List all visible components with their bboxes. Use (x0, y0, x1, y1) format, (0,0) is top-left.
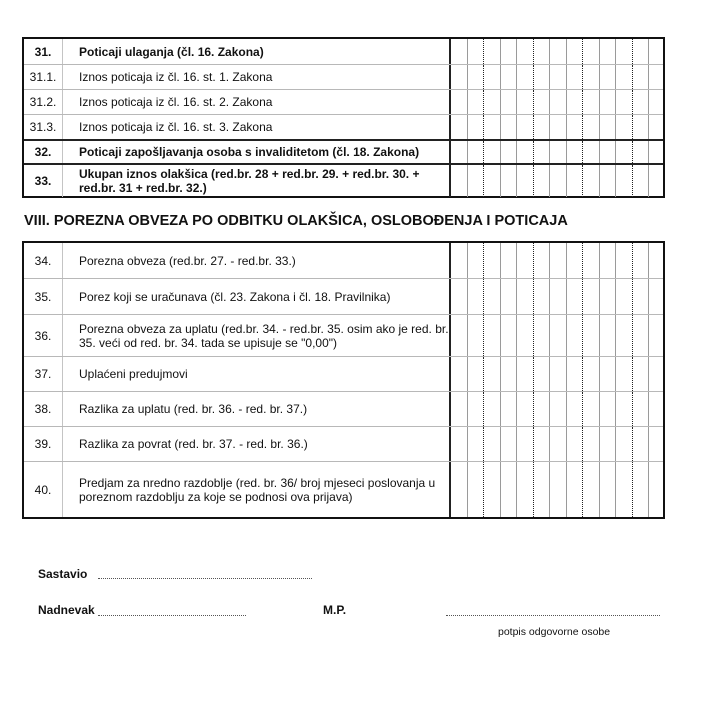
digit-cell-line (467, 39, 468, 64)
thousands-separator-line (632, 115, 633, 139)
table-row (24, 139, 663, 163)
digit-cell-line (599, 462, 600, 517)
thousands-separator-line (533, 392, 534, 426)
row-number: 32. (34, 145, 52, 159)
row-number: 31.2. (29, 95, 57, 109)
sastavio-field[interactable] (98, 578, 312, 579)
row-description: Iznos poticaja iz čl. 16. st. 3. Zakona (62, 115, 451, 139)
digit-cell-line (467, 115, 468, 139)
thousands-separator-line (632, 279, 633, 314)
digit-cell-line (516, 141, 517, 163)
table-row (24, 243, 663, 278)
digit-cell-line (549, 462, 550, 517)
thousands-separator-line (582, 115, 583, 139)
digit-cell-line (599, 165, 600, 197)
row-description: Uplaćeni predujmovi (62, 357, 451, 391)
thousands-separator-line (632, 315, 633, 356)
digit-cell-line (549, 315, 550, 356)
digit-cell-line (566, 427, 567, 461)
digit-cell-line (516, 315, 517, 356)
digit-cell-line (516, 427, 517, 461)
digit-cell-line (599, 315, 600, 356)
table-row (24, 461, 663, 517)
table-row (24, 89, 663, 114)
digit-cell-line (566, 115, 567, 139)
digit-cell-line (467, 243, 468, 278)
thousands-separator-line (582, 90, 583, 114)
digit-cell-line (599, 39, 600, 64)
digit-cell-line (615, 115, 616, 139)
table-row (24, 114, 663, 139)
digit-cell-line (648, 39, 649, 64)
thousands-separator-line (533, 65, 534, 89)
digit-cell-line (615, 65, 616, 89)
digit-cell-line (566, 392, 567, 426)
table-row (24, 163, 663, 197)
thousands-separator-line (582, 279, 583, 314)
digit-cell-line (648, 115, 649, 139)
digit-cell-line (648, 65, 649, 89)
section-title: VIII. POREZNA OBVEZA PO ODBITKU OLAKŠICA, OSLOBOĐENJA I POTICAJA (24, 213, 568, 229)
amount-digit-cells[interactable] (451, 279, 663, 314)
row-description: Iznos poticaja iz čl. 16. st. 2. Zakona (62, 90, 451, 114)
thousands-separator-line (582, 141, 583, 163)
digit-cell-line (648, 90, 649, 114)
digit-cell-line (467, 357, 468, 391)
thousands-separator-line (582, 39, 583, 64)
thousands-separator-line (632, 90, 633, 114)
digit-cell-line (516, 243, 517, 278)
digit-cell-line (615, 141, 616, 163)
digit-cell-line (615, 392, 616, 426)
digit-cell-line (549, 392, 550, 426)
digit-cell-line (500, 392, 501, 426)
digit-cell-line (615, 357, 616, 391)
thousands-separator-line (632, 141, 633, 163)
digit-cell-line (599, 115, 600, 139)
row-description: Poticaji zapošljavanja osoba s invaliditetom (čl. 18. Zakona) (62, 141, 451, 163)
row-description: Razlika za povrat (red. br. 37. - red. br. 36.) (62, 427, 451, 461)
digit-cell-line (500, 315, 501, 356)
table-row (24, 356, 663, 391)
digit-cell-line (467, 462, 468, 517)
thousands-separator-line (483, 39, 484, 64)
amount-digit-cells[interactable] (451, 65, 663, 89)
thousands-separator-line (533, 115, 534, 139)
digit-cell-line (599, 357, 600, 391)
row-number: 36. (34, 328, 52, 343)
thousands-separator-line (533, 427, 534, 461)
digit-cell-line (500, 39, 501, 64)
digit-cell-line (615, 39, 616, 64)
row-number: 37. (34, 367, 52, 381)
digit-cell-line (549, 357, 550, 391)
digit-cell-line (467, 315, 468, 356)
digit-cell-line (648, 462, 649, 517)
digit-cell-line (549, 115, 550, 139)
thousands-separator-line (533, 462, 534, 517)
thousands-separator-line (533, 39, 534, 64)
digit-cell-line (467, 90, 468, 114)
digit-cell-line (599, 65, 600, 89)
digit-cell-line (467, 279, 468, 314)
digit-cell-line (467, 392, 468, 426)
thousands-separator-line (533, 165, 534, 197)
thousands-separator-line (483, 427, 484, 461)
digit-cell-line (615, 427, 616, 461)
digit-cell-line (648, 279, 649, 314)
row-description: Iznos poticaja iz čl. 16. st. 1. Zakona (62, 65, 451, 89)
digit-cell-line (500, 279, 501, 314)
digit-cell-line (516, 165, 517, 197)
thousands-separator-line (533, 243, 534, 278)
signature-field[interactable] (446, 615, 660, 616)
row-description: Porezna obveza za uplatu (red.br. 34. - red.br. 35. osim ako je red. br. 35. veći od red. br. 34. tada se upisuje se "0,00") (62, 315, 451, 356)
digit-cell-line (599, 392, 600, 426)
row-description: Poticaji ulaganja (čl. 16. Zakona) (62, 39, 451, 64)
digit-cell-line (549, 243, 550, 278)
thousands-separator-line (582, 392, 583, 426)
thousands-separator-line (582, 65, 583, 89)
digit-cell-line (566, 357, 567, 391)
digit-cell-line (599, 279, 600, 314)
incentives-table (22, 37, 665, 198)
amount-digit-cells[interactable] (451, 90, 663, 114)
row-description: Porez koji se uračunava (čl. 23. Zakona i čl. 18. Pravilnika) (62, 279, 451, 314)
thousands-separator-line (483, 115, 484, 139)
thousands-separator-line (582, 165, 583, 197)
digit-cell-line (648, 427, 649, 461)
row-description: Porezna obveza (red.br. 27. - red.br. 33.) (62, 243, 451, 278)
row-number: 34. (34, 253, 52, 268)
thousands-separator-line (533, 141, 534, 163)
tax-liability-table (22, 241, 665, 519)
digit-cell-line (500, 90, 501, 114)
thousands-separator-line (632, 392, 633, 426)
digit-cell-line (516, 39, 517, 64)
row-number: 39. (34, 437, 52, 451)
thousands-separator-line (582, 315, 583, 356)
amount-digit-cells[interactable] (451, 392, 663, 426)
digit-cell-line (500, 243, 501, 278)
sastavio-label: Sastavio (38, 567, 88, 581)
thousands-separator-line (533, 90, 534, 114)
table-row (24, 391, 663, 426)
thousands-separator-line (582, 357, 583, 391)
digit-cell-line (599, 90, 600, 114)
thousands-separator-line (533, 315, 534, 356)
amount-digit-cells[interactable] (451, 315, 663, 356)
digit-cell-line (500, 65, 501, 89)
row-number: 31.1. (29, 70, 57, 84)
row-number: 40. (34, 482, 52, 497)
thousands-separator-line (632, 427, 633, 461)
table-row (24, 64, 663, 89)
row-description: Ukupan iznos olakšica (red.br. 28 + red.br. 29. + red.br. 30. + red.br. 31 + red.br. 32.) (62, 165, 451, 197)
thousands-separator-line (632, 243, 633, 278)
digit-cell-line (615, 90, 616, 114)
thousands-separator-line (483, 392, 484, 426)
digit-cell-line (648, 243, 649, 278)
digit-cell-line (648, 392, 649, 426)
digit-cell-line (648, 165, 649, 197)
amount-digit-cells[interactable] (451, 165, 663, 197)
digit-cell-line (467, 141, 468, 163)
thousands-separator-line (483, 357, 484, 391)
digit-cell-line (516, 115, 517, 139)
digit-cell-line (549, 90, 550, 114)
digit-cell-line (500, 462, 501, 517)
thousands-separator-line (582, 462, 583, 517)
table-row (24, 426, 663, 461)
digit-cell-line (566, 65, 567, 89)
thousands-separator-line (483, 243, 484, 278)
amount-digit-cells[interactable] (451, 243, 663, 278)
digit-cell-line (500, 141, 501, 163)
table-row (24, 278, 663, 314)
row-number: 35. (34, 289, 52, 304)
thousands-separator-line (483, 65, 484, 89)
amount-digit-cells[interactable] (451, 462, 663, 517)
digit-cell-line (549, 141, 550, 163)
table-row (24, 39, 663, 64)
thousands-separator-line (483, 90, 484, 114)
digit-cell-line (516, 65, 517, 89)
digit-cell-line (648, 357, 649, 391)
thousands-separator-line (632, 462, 633, 517)
digit-cell-line (549, 165, 550, 197)
thousands-separator-line (483, 141, 484, 163)
thousands-separator-line (483, 279, 484, 314)
row-number: 31.3. (29, 120, 57, 134)
nadnevak-field[interactable] (98, 615, 246, 616)
digit-cell-line (566, 39, 567, 64)
digit-cell-line (648, 141, 649, 163)
digit-cell-line (500, 115, 501, 139)
thousands-separator-line (632, 165, 633, 197)
digit-cell-line (599, 243, 600, 278)
digit-cell-line (516, 462, 517, 517)
digit-cell-line (516, 90, 517, 114)
row-number: 38. (34, 402, 52, 416)
digit-cell-line (549, 427, 550, 461)
thousands-separator-line (483, 165, 484, 197)
signature-caption: potpis odgovorne osobe (498, 626, 611, 638)
digit-cell-line (615, 243, 616, 278)
digit-cell-line (467, 165, 468, 197)
digit-cell-line (566, 141, 567, 163)
digit-cell-line (549, 65, 550, 89)
amount-digit-cells[interactable] (451, 141, 663, 163)
digit-cell-line (615, 315, 616, 356)
digit-cell-line (467, 65, 468, 89)
amount-digit-cells[interactable] (451, 115, 663, 139)
row-number: 33. (34, 174, 52, 188)
digit-cell-line (566, 279, 567, 314)
amount-digit-cells[interactable] (451, 427, 663, 461)
digit-cell-line (549, 39, 550, 64)
digit-cell-line (566, 165, 567, 197)
table-row (24, 314, 663, 356)
row-description: Predjam za nredno razdoblje (red. br. 36/ broj mjeseci poslovanja u poreznom razdoblju za koje se podnosi ova prijava) (62, 462, 451, 517)
mp-label: M.P. (323, 603, 347, 617)
thousands-separator-line (632, 65, 633, 89)
thousands-separator-line (483, 315, 484, 356)
digit-cell-line (467, 427, 468, 461)
digit-cell-line (599, 141, 600, 163)
digit-cell-line (566, 90, 567, 114)
digit-cell-line (516, 392, 517, 426)
digit-cell-line (648, 315, 649, 356)
digit-cell-line (566, 462, 567, 517)
row-number: 31. (34, 44, 52, 59)
digit-cell-line (599, 427, 600, 461)
thousands-separator-line (533, 279, 534, 314)
thousands-separator-line (533, 357, 534, 391)
thousands-separator-line (632, 357, 633, 391)
digit-cell-line (516, 357, 517, 391)
digit-cell-line (615, 279, 616, 314)
amount-digit-cells[interactable] (451, 357, 663, 391)
digit-cell-line (566, 243, 567, 278)
amount-digit-cells[interactable] (451, 39, 663, 64)
digit-cell-line (615, 165, 616, 197)
digit-cell-line (500, 165, 501, 197)
digit-cell-line (549, 279, 550, 314)
thousands-separator-line (582, 243, 583, 278)
thousands-separator-line (582, 427, 583, 461)
row-description: Razlika za uplatu (red. br. 36. - red. br. 37.) (62, 392, 451, 426)
digit-cell-line (500, 357, 501, 391)
thousands-separator-line (632, 39, 633, 64)
nadnevak-label: Nadnevak (38, 603, 95, 617)
digit-cell-line (566, 315, 567, 356)
digit-cell-line (500, 427, 501, 461)
thousands-separator-line (483, 462, 484, 517)
digit-cell-line (516, 279, 517, 314)
digit-cell-line (615, 462, 616, 517)
